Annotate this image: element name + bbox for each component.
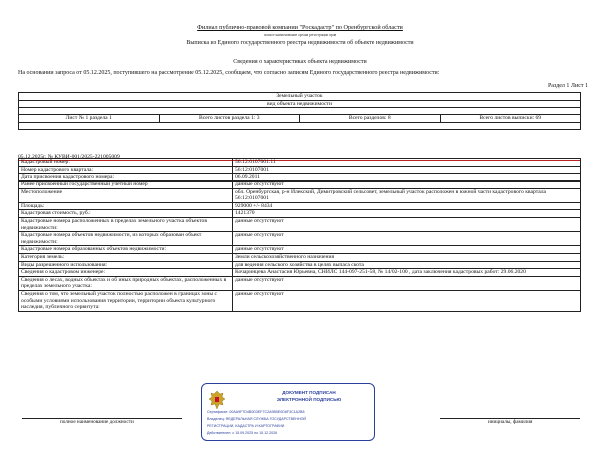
page-label: Раздел 1 Лист 1	[547, 83, 588, 89]
row-label: Сведения о том, что земельный участок полностью расположен в границах зоны с особыми условиями использования территории, территории объекта культурного наследия, публичного сервитута:	[19, 290, 233, 311]
intro-text: На основании запроса от 05.12.2025, поступившего на рассмотрение 05.12.2025, сообщаем, что согласно записям Единого государственного реестра недвижимости:	[18, 70, 440, 76]
table-row	[19, 159, 581, 167]
stamp-validity: Действителен: с 15.09.2025 по 15.12.2026	[207, 431, 278, 435]
row-value: для ведения сельского хозяйства в целях выпаса скота	[233, 261, 581, 269]
stamp-subtitle: ЭЛЕКТРОННОЙ ПОДПИСЬЮ	[276, 397, 342, 402]
sections-total: Всего разделов: 8	[300, 115, 441, 123]
row-label: Категория земель:	[19, 253, 233, 261]
table-row	[19, 276, 581, 290]
position-caption: полное наименование должности	[60, 419, 134, 425]
row-label: Площадь:	[19, 202, 233, 210]
table-row	[19, 232, 581, 246]
section-title: Сведения о характеристиках объекта недвижимости	[233, 59, 367, 65]
row-label: Кадастровые номера расположенных в пределах земельного участка объектов недвижимости:	[19, 217, 233, 231]
row-value: 56:12:0107001	[233, 166, 581, 174]
row-label: Дата присвоения кадастрового номера:	[19, 174, 233, 182]
table-row	[19, 261, 581, 269]
spacer-row	[19, 122, 581, 129]
spacer-row	[19, 108, 581, 115]
object-kind: Земельный участок	[19, 93, 581, 101]
row-value: 06.09.2011	[233, 174, 581, 182]
object-info-table	[18, 92, 581, 130]
table-row	[19, 217, 581, 231]
table-row	[19, 202, 581, 210]
row-value: данные отсутствуют	[233, 181, 581, 189]
row-label: Сведения о лесах, водных объектах и об иных природных объектах, расположенных в пределах земельного участка:	[19, 276, 233, 290]
row-value: данные отсутствуют	[233, 246, 581, 254]
row-value: обл. Оренбургская, р-н Илекский, Димитровский сельсовет, земельный участок расположен в южной части кадастрового квартала 56:12:0107001	[233, 188, 581, 202]
table-row	[19, 188, 581, 202]
table-row	[19, 269, 581, 277]
coat-of-arms-icon	[208, 390, 226, 410]
organization-name: Филиал публично-правовой компании "Роскадастр" по Оренбургской области	[197, 24, 403, 31]
sheets-in-section: Всего листов раздела 1: 3	[159, 115, 300, 123]
table-row	[19, 253, 581, 261]
row-value: данные отсутствуют	[233, 217, 581, 231]
row-value: 1421370	[233, 210, 581, 218]
row-label: Кадастровые номера объектов недвижимости, из которых образован объект недвижимости:	[19, 232, 233, 246]
table-row	[19, 246, 581, 254]
document-reference: 05.12.2025г. № КУВИ-001/2025-221005009	[18, 154, 581, 161]
row-label: Номер кадастрового квартала:	[19, 166, 233, 174]
row-label: Кадастровый номер:	[19, 159, 233, 167]
row-value: данные отсутствуют	[233, 232, 581, 246]
sheet-number: Лист № 1 раздела 1	[19, 115, 160, 123]
object-kind-caption: вид объекта недвижимости	[19, 100, 581, 108]
row-label: Ранее присвоенный государственный учетный номер	[19, 181, 233, 189]
main-cadastre-table	[18, 158, 581, 182]
stamp-certificate: Сертификат: 00AA9F7D4B0D3EF7C2A9B5E0D6F3C1A2B8	[207, 410, 305, 414]
row-value: Земли сельскохозяйственного назначения	[233, 253, 581, 261]
details-table	[18, 180, 581, 312]
row-label: Кадастровые номера образованных объектов недвижимости:	[19, 246, 233, 254]
name-caption: инициалы, фамилия	[488, 419, 533, 425]
row-value: 56:12:0107001:11	[233, 159, 581, 167]
row-label: Сведения о кадастровом инженере:	[19, 269, 233, 277]
row-value: данные отсутствуют	[233, 290, 581, 311]
row-label: Виды разрешенного использования:	[19, 261, 233, 269]
table-row	[19, 210, 581, 218]
stamp-owner: Владелец: ФЕДЕРАЛЬНАЯ СЛУЖБА ГОСУДАРСТВЕННОЙ	[207, 417, 306, 421]
sheets-total: Всего листов выписки: 69	[440, 115, 581, 123]
extract-title: Выписка из Единого государственного реестра недвижимости об объекте недвижимости	[186, 40, 414, 46]
table-row	[19, 166, 581, 174]
stamp-title: ДОКУМЕНТ ПОДПИСАН	[282, 390, 336, 395]
row-label: Местоположение	[19, 188, 233, 202]
row-value: Кочаринцева Анастасия Юрьевна, СНИЛС 144-097-251-58, № 14/02-100 , дата заключения кадастровых работ: 29.06.2020	[233, 269, 581, 277]
row-value: 929000 +/- 8434	[233, 202, 581, 210]
row-value: данные отсутствуют	[233, 276, 581, 290]
table-row	[19, 290, 581, 311]
table-row	[19, 181, 581, 189]
electronic-signature-stamp	[201, 383, 375, 441]
stamp-owner-cont: РЕГИСТРАЦИИ, КАДАСТРА И КАРТОГРАФИИ	[207, 424, 285, 428]
row-label: Кадастровая стоимость, руб.:	[19, 210, 233, 218]
organization-caption: полное наименование органа регистрации прав	[263, 33, 337, 37]
